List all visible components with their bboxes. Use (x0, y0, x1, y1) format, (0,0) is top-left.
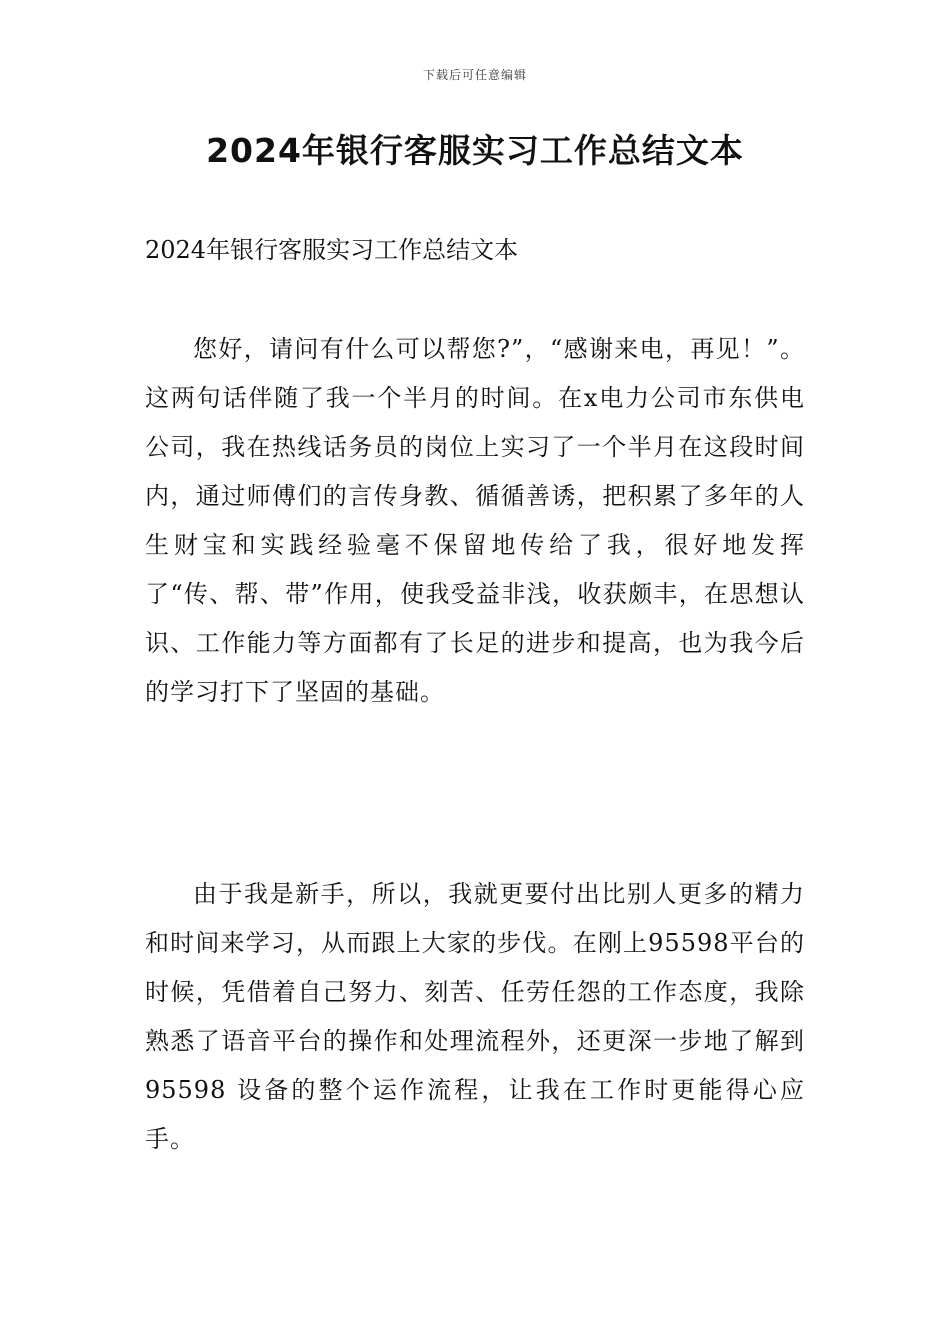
document-title: 2024年银行客服实习工作总结文本 (206, 131, 744, 170)
document-subtitle: 2024年银行客服实习工作总结文本 (145, 236, 519, 264)
body-paragraph-2: 由于我是新手，所以，我就更要付出比别人更多的精力和时间来学习，从而跟上大家的步伐。在刚上95598平台的时候，凭借着自己努力、刻苦、任劳任怨的工作态度，我除熟悉了语音平台的操作和处理流程外，还更深一步地了解到95598 设备的整个运作流程，让我在工作时更能得心应手。 (145, 880, 805, 1153)
body-paragraph-1: 您好，请问有什么可以帮您?”，“感谢来电，再见！”。这两句话伴随了我一个半月的时间。在x电力公司市东供电公司，我在热线话务员的岗位上实习了一个半月在这段时间内，通过师傅们的言传身教、循循善诱，把积累了多年的人生财宝和实践经验毫不保留地传给了我，很好地发挥了“传、帮、带”作用，使我受益非浅，收获颇丰，在思想认识、工作能力等方面都有了长足的进步和提高，也为我今后的学习打下了坚固的基础。 (145, 335, 805, 706)
header-note: 下载后可任意编辑 (422, 68, 527, 82)
